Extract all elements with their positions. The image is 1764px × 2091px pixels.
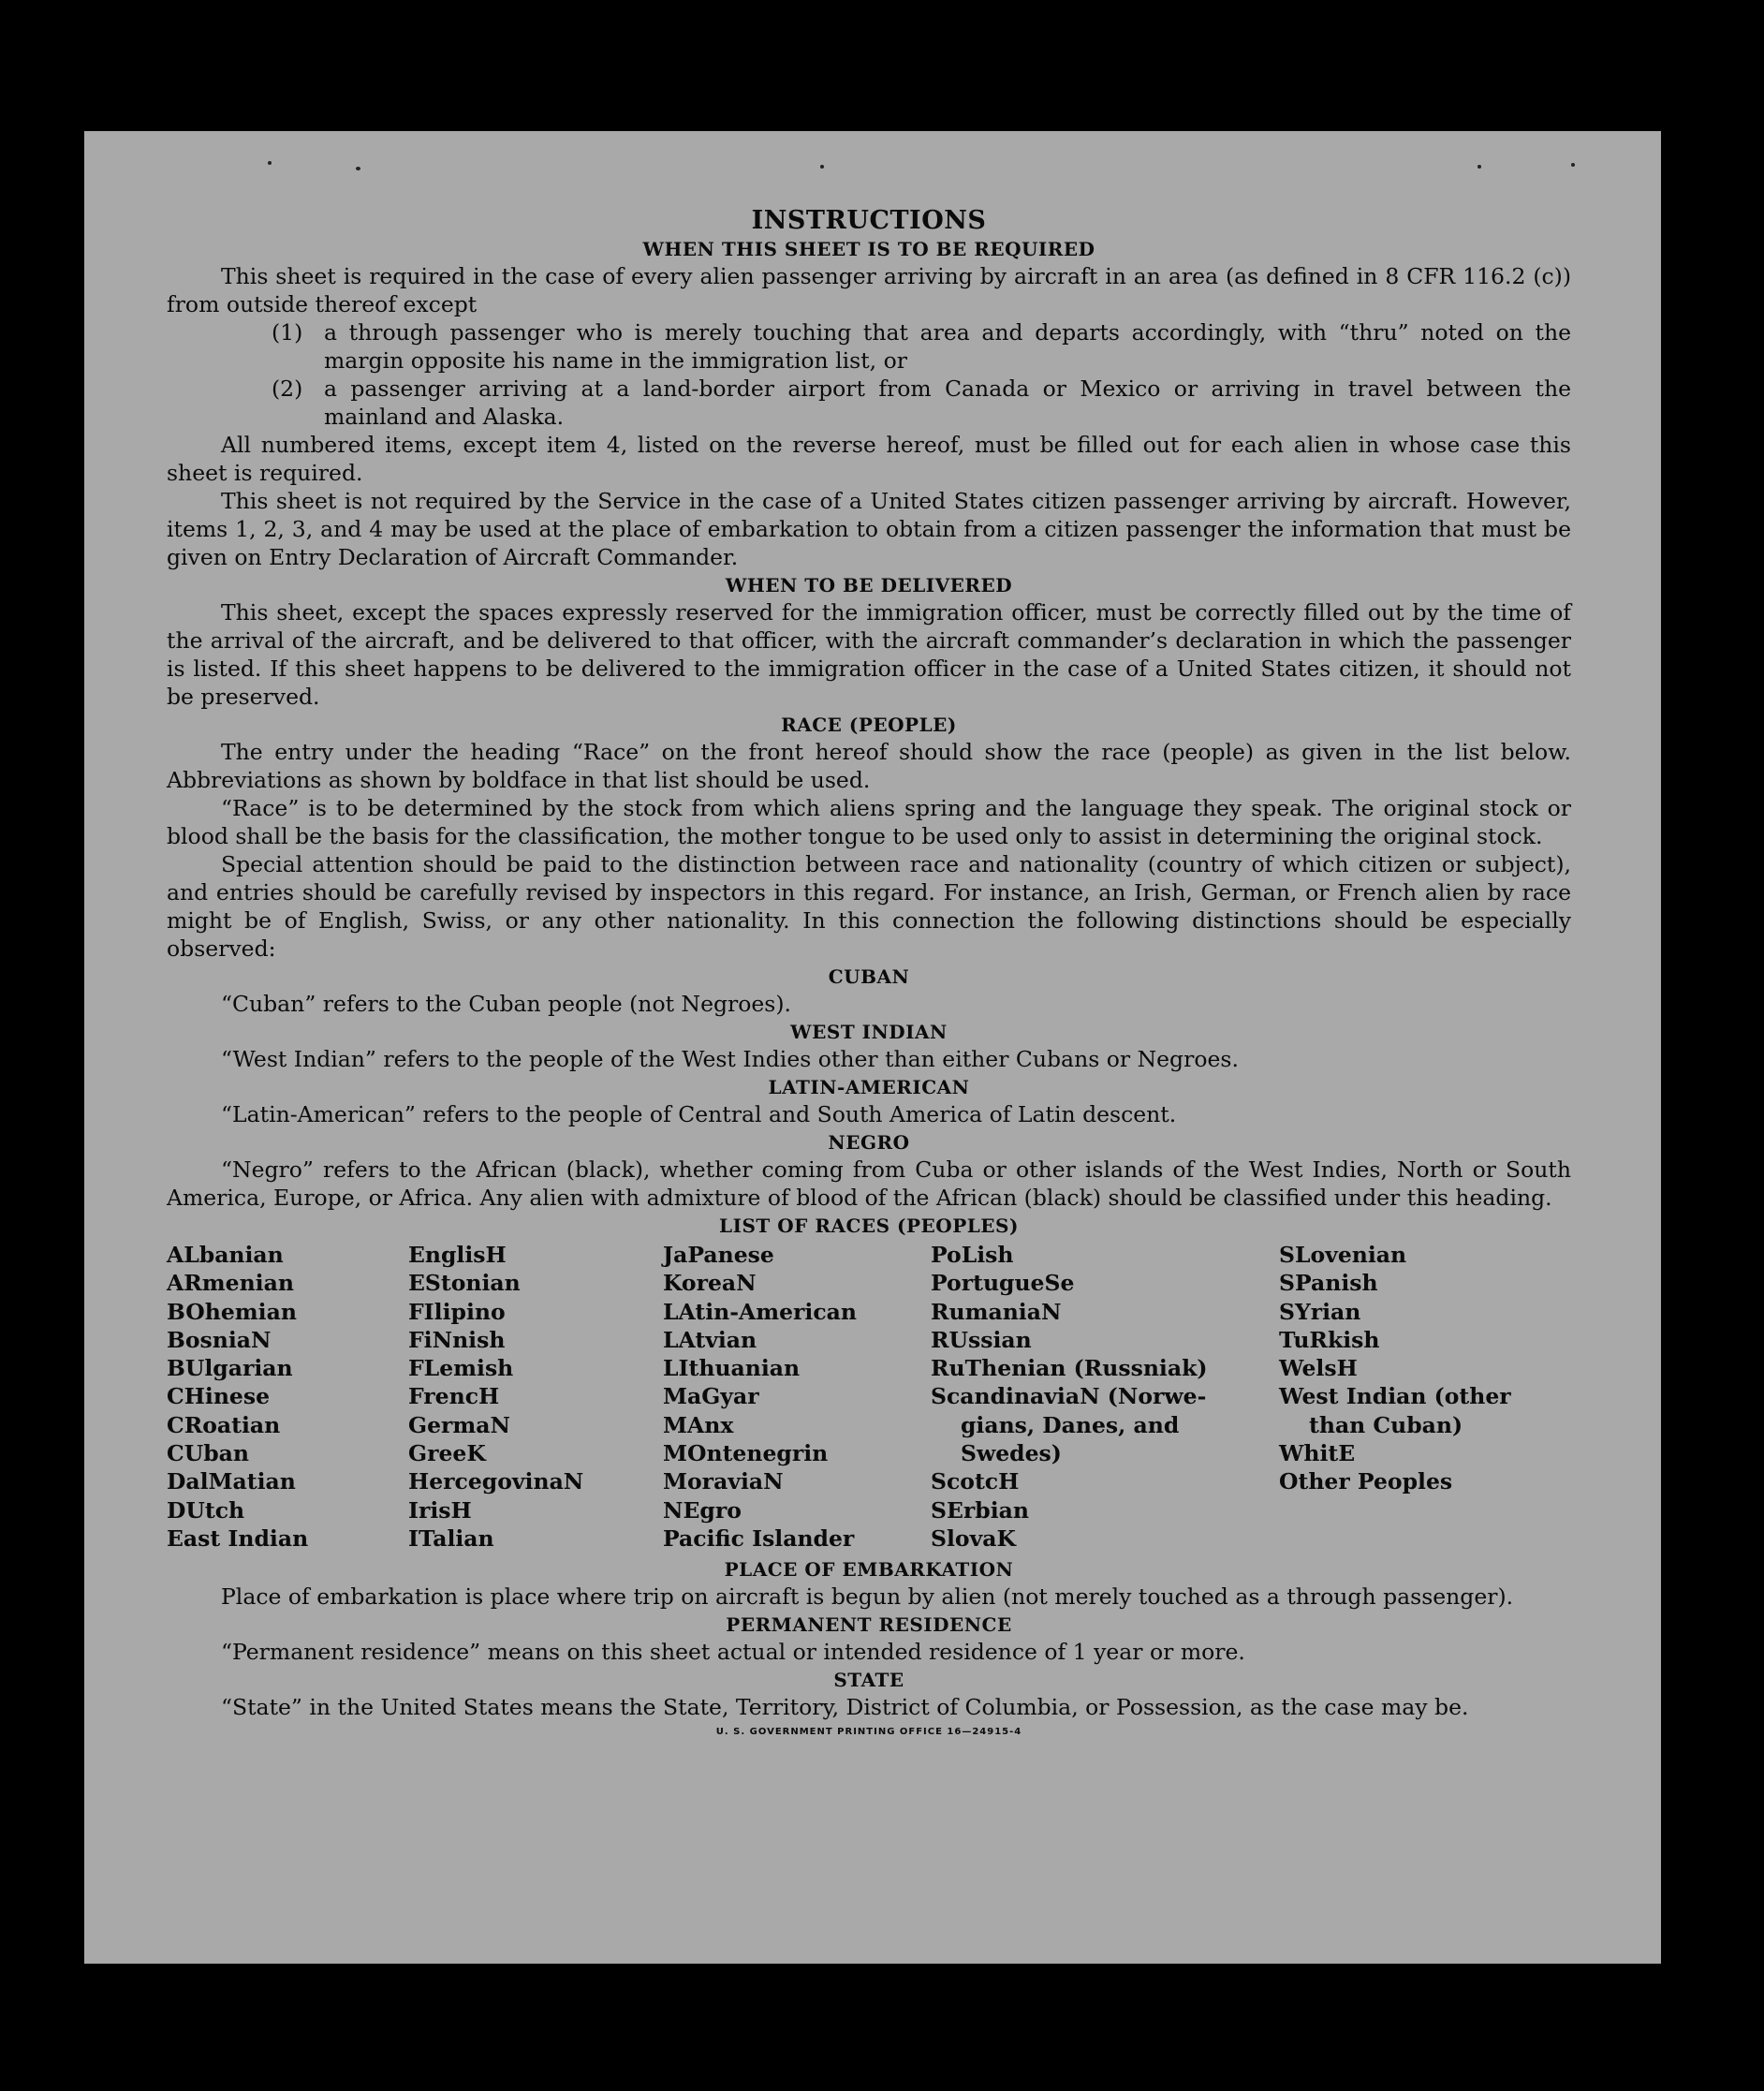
race-item: GermaN: [408, 1411, 510, 1438]
race-item: RuThenian (Russniak): [931, 1355, 1208, 1382]
race-item: SLovenian: [1279, 1242, 1407, 1268]
heading-place-of-embarkation: PLACE OF EMBARKATION: [724, 1558, 1014, 1582]
heading-cuban: CUBAN: [828, 965, 910, 988]
paragraph: “Race” is to be determined by the stock from which aliens spring and the language they speak. The original stock or blood shall be the basis for the classification, the mother tongue to be used only to assist in determining the original stock.: [167, 795, 1571, 849]
race-item: CUban: [167, 1440, 249, 1467]
race-item: WhitE: [1279, 1440, 1356, 1467]
race-item: TuRkish: [1279, 1326, 1380, 1353]
paragraph: The entry under the heading “Race” on the front hereof should show the race (people) as given in the list below. Abbreviations as shown by boldface in that list should be used.: [167, 739, 1571, 793]
race-item-continued: Swedes): [961, 1440, 1062, 1467]
printer-imprint: U. S. GOVERNMENT PRINTING OFFICE 16—24915-4: [715, 1727, 1022, 1738]
race-item: Pacific Islander: [663, 1524, 855, 1552]
race-column: [1279, 1241, 1560, 1553]
race-item: Other Peoples: [1279, 1468, 1453, 1495]
paragraph: Special attention should be paid to the distinction between race and nationality (country of which citizen or subject), and entries should be carefully revised by inspectors in this regard. For instance, an Irish, German, or French alien by race might be of English, Swiss, or any other nationality. In this connection the following distinctions should be especially observed:: [167, 851, 1571, 962]
race-item: CHinese: [167, 1383, 271, 1410]
race-item: NEgro: [663, 1496, 742, 1524]
list-item: [272, 318, 1571, 375]
race-item: MoraviaN: [663, 1468, 784, 1495]
race-item: SErbian: [931, 1496, 1029, 1524]
speck: [820, 165, 824, 169]
race-item: JaPanese: [663, 1242, 774, 1268]
race-item: ITalian: [408, 1524, 494, 1552]
list-item: [272, 375, 1571, 431]
race-item: PoLish: [931, 1242, 1014, 1268]
race-item: MOntenegrin: [663, 1440, 829, 1467]
item-number: (1): [272, 319, 303, 346]
race-item: LAtvian: [663, 1326, 757, 1353]
speck: [1571, 163, 1575, 167]
race-item: MaGyar: [663, 1383, 759, 1410]
heading-state: STATE: [833, 1669, 904, 1692]
page-title: INSTRUCTIONS: [751, 206, 987, 235]
speck: [1477, 165, 1481, 169]
race-item: KoreaN: [663, 1270, 757, 1297]
race-item: MAnx: [663, 1411, 734, 1438]
race-item: SYrian: [1279, 1298, 1361, 1325]
race-item: GreeK: [408, 1440, 486, 1467]
paragraph: All numbered items, except item 4, listed on the reverse hereof, must be filled out for each alien in whose case this sheet is required.: [167, 432, 1571, 486]
paragraph: “West Indian” refers to the people of the West Indies other than either Cubans or Negroes.: [221, 1046, 1239, 1072]
race-item: LIthuanian: [663, 1355, 801, 1382]
race-item: CRoatian: [167, 1411, 281, 1438]
race-item: FrencH: [408, 1383, 500, 1410]
race-item: DalMatian: [167, 1468, 296, 1495]
race-item: FLemish: [408, 1355, 514, 1382]
race-item: EStonian: [408, 1270, 521, 1297]
heading-permanent-residence: PERMANENT RESIDENCE: [726, 1613, 1012, 1637]
race-item-continued: gians, Danes, and: [961, 1411, 1180, 1438]
heading-negro: NEGRO: [828, 1131, 910, 1154]
heading-latin-american: LATIN-AMERICAN: [768, 1076, 970, 1098]
race-item: IrisH: [408, 1496, 472, 1524]
race-item: SlovaK: [931, 1524, 1016, 1552]
race-column: [408, 1241, 663, 1553]
race-item: BOhemian: [167, 1298, 297, 1325]
race-column: [663, 1241, 931, 1553]
item-text: a passenger arriving at a land-border airport from Canada or Mexico or arriving in travel between the mainland and Alaska.: [324, 375, 1571, 430]
item-number: (2): [272, 375, 303, 402]
race-item: East Indian: [167, 1524, 309, 1552]
heading-when-required: WHEN THIS SHEET IS TO BE REQUIRED: [642, 238, 1095, 260]
paragraph: “Latin-American” refers to the people of Central and South America of Latin descent.: [221, 1101, 1177, 1127]
speck: [268, 161, 272, 165]
race-item: ARmenian: [167, 1270, 294, 1297]
race-item: DUtch: [167, 1496, 245, 1524]
instruction-sheet: [84, 131, 1661, 1964]
item-text: a through passenger who is merely touching that area and departs accordingly, with “thru” noted on the margin opposite his name in the immigration list, or: [324, 319, 1571, 374]
race-item: ScandinaviaN (Norwe-: [931, 1383, 1207, 1410]
race-list: [167, 1241, 1571, 1553]
heading-race: RACE (PEOPLE): [781, 714, 957, 736]
race-item: EnglisH: [408, 1242, 507, 1268]
race-item: SPanish: [1279, 1270, 1378, 1297]
paragraph: “Permanent residence” means on this sheet actual or intended residence of 1 year or more.: [221, 1639, 1245, 1666]
race-column: [931, 1241, 1279, 1553]
paragraph: “Cuban” refers to the Cuban people (not Negroes).: [221, 991, 792, 1017]
race-item: BosniaN: [167, 1326, 272, 1353]
race-item-continued: than Cuban): [1309, 1411, 1463, 1438]
race-item: FIlipino: [408, 1298, 506, 1325]
race-item: FiNnish: [408, 1326, 506, 1353]
heading-list-of-races: LIST OF RACES (PEOPLES): [719, 1215, 1019, 1237]
race-item: ScotcH: [931, 1468, 1020, 1495]
race-item: HercegovinaN: [408, 1468, 584, 1495]
paragraph: “Negro” refers to the African (black), whether coming from Cuba or other islands of the West Indies, North or South America, Europe, or Africa. Any alien with admixture of blood of the African (black) should be classified under this heading.: [167, 1156, 1571, 1211]
speck: [356, 167, 360, 170]
race-item: RumaniaN: [931, 1298, 1062, 1325]
race-item: West Indian (other: [1279, 1383, 1511, 1410]
paragraph: This sheet, except the spaces expressly reserved for the immigration officer, must be correctly filled out by the time of the arrival of the aircraft, and be delivered to that officer, with the aircraft commander’s declaration in which the passenger is listed. If this sheet happens to be delivered to the immigration officer in the case of a United States citizen, it should not be preserved.: [167, 599, 1571, 710]
race-item: WelsH: [1279, 1355, 1358, 1382]
race-column: [167, 1241, 408, 1553]
race-item: LAtin-American: [663, 1298, 857, 1325]
race-item: PortugueSe: [931, 1270, 1075, 1297]
paragraph: “State” in the United States means the State, Territory, District of Columbia, or Possession, as the case may be.: [221, 1694, 1469, 1721]
race-item: ALbanian: [167, 1242, 284, 1268]
paragraph: This sheet is not required by the Service in the case of a United States citizen passenger arriving by aircraft. However, items 1, 2, 3, and 4 may be used at the place of embarkation to obtain from a citizen passenger the information that must be given on Entry Declaration of Aircraft Commander.: [167, 488, 1571, 570]
heading-when-delivered: WHEN TO BE DELIVERED: [725, 574, 1013, 596]
heading-west-indian: WEST INDIAN: [790, 1021, 948, 1043]
race-item: RUssian: [931, 1326, 1032, 1353]
race-item: BUlgarian: [167, 1355, 293, 1382]
paragraph: This sheet is required in the case of every alien passenger arriving by aircraft in an area (as defined in 8 CFR 116.2 (c)) from outside thereof except: [167, 263, 1571, 317]
paragraph: Place of embarkation is place where trip on aircraft is begun by alien (not merely touched as a through passenger).: [221, 1583, 1514, 1611]
